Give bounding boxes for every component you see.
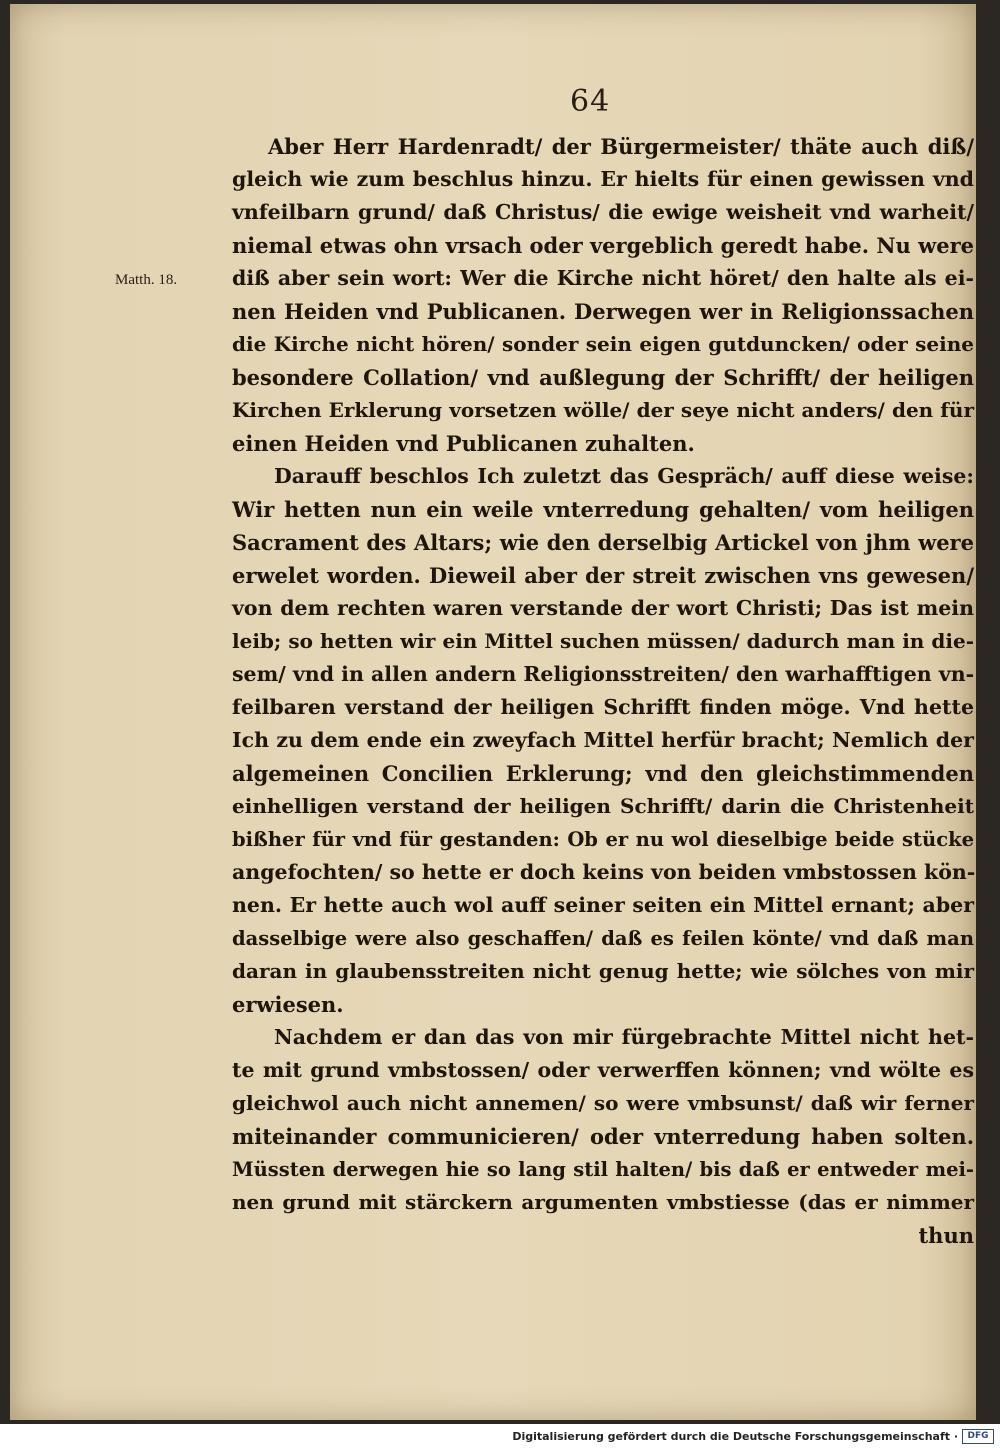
text-line: vnfeilbarn grund/ daß Christus/ die ewige weisheit vnd warheit/ [232,200,974,224]
text-line: miteinander communicieren/ oder vnterredung haben solten. [232,1124,974,1149]
digitization-footer [0,1424,1000,1448]
text-line: besondere Collation/ vnd außlegung der Schrifft/ der heiligen [232,365,974,390]
text-line: Nachdem er dan das von mir fürgebrachte Mittel nicht het- [274,1025,974,1049]
text-line: nen. Er hette auch wol auff seiner seiten ein Mittel ernant; aber [232,893,974,917]
text-line: te mit grund vmbstossen/ oder verwerffen können; vnd wölte es [232,1058,974,1082]
text-line: erwiesen. [232,992,344,1017]
text-line: feilbaren verstand der heiligen Schrifft finden möge. Vnd hette [232,695,974,719]
text-line: bißher für vnd für gestanden: Ob er nu wol dieselbige beide stücke [232,828,974,851]
text-line: die Kirche nicht hören/ sonder sein eigen gutduncken/ oder seine [232,332,974,356]
text-line: Aber Herr Hardenradt/ der Bürgermeister/ thäte auch diß/ [268,134,974,159]
body-text [232,130,974,1252]
text-line: dasselbige were also geschaffen/ daß es feilen könte/ vnd daß man [232,927,974,950]
dfg-logo-icon: DFG [962,1429,994,1444]
text-line: Ich zu dem ende ein zweyfach Mittel herfür bracht; Nemlich der [232,728,974,752]
margin-note: Matth. 18. [115,272,178,288]
text-line: sem/ vnd in allen andern Religionsstreiten/ den warhafftigen vn- [232,662,975,686]
text-line: Darauff beschlos Ich zuletzt das Gespräch/ auff diese weise: [274,464,974,488]
text-line: niemal etwas ohn vrsach oder vergeblich geredt habe. Nu were [232,233,974,258]
text-line: einen Heiden vnd Publicanen zuhalten. [232,431,695,456]
text-line: von dem rechten waren verstande der wort Christi; Das ist mein [232,596,974,620]
text-line: gleich wie zum beschlus hinzu. Er hielts für einen gewissen vnd [232,167,974,191]
footer-credit: Digitalisierung gefördert durch die Deutsche Forschungsgemeinschaft · [512,1430,958,1443]
text-line: diß aber sein wort: Wer die Kirche nicht höret/ den halte als ei- [232,266,974,290]
text-line: Müssten derwegen hie so lang stil halten/ bis daß er entweder mei- [232,1158,974,1181]
text-line: Wir hetten nun ein weile vnterredung gehalten/ vom heiligen [232,497,974,522]
text-line: nen grund mit stärckern argumenten vmbstiesse (das er nimmer [232,1190,974,1214]
text-line: gleichwol auch nicht annemen/ so were vmbsunst/ daß wir ferner [232,1091,974,1115]
text-line: einhelligen verstand der heiligen Schrifft/ darin die Christenheit [232,794,974,818]
text-line: leib; so hetten wir ein Mittel suchen müssen/ dadurch man in die- [232,629,974,653]
text-line: daran in glaubensstreiten nicht genug hette; wie sölches von mir [232,959,974,983]
text-line: nen Heiden vnd Publicanen. Derwegen wer in Religionssachen [232,299,974,324]
book-page [10,4,976,1420]
text-line: algemeinen Concilien Erklerung; vnd den gleichstimmenden [232,761,974,786]
text-line: angefochten/ so hette er doch keins von beiden vmbstossen kön- [232,860,976,884]
text-line: Sacrament des Altars; wie den derselbig Artickel von jhm were [232,530,974,555]
page-number: 64 [570,84,611,119]
catchword: thun [918,1223,974,1248]
text-line: Kirchen Erklerung vorsetzen wölle/ der seye nicht anders/ den für [232,398,974,422]
text-line: erwelet worden. Dieweil aber der streit zwischen vns gewesen/ [232,563,974,588]
